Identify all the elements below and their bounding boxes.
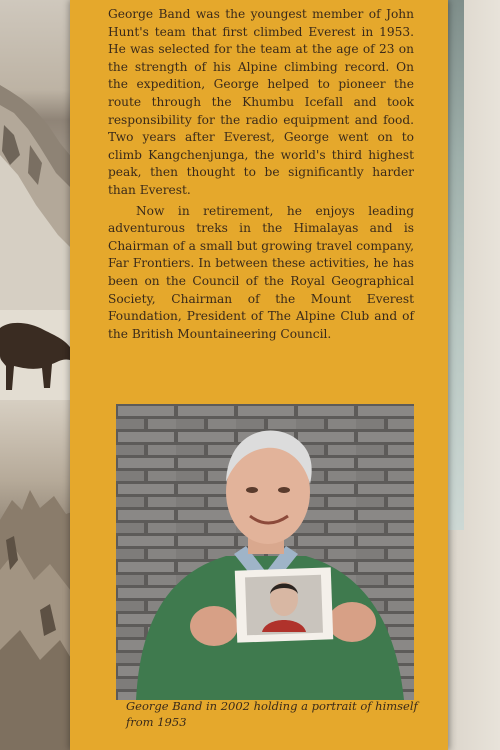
biography-paragraph-2: Now in retirement, he enjoys leading adventurous treks in the Himalayas and is Chairman of a small but growing travel company, Far Frontiers. In between these activities, he has been on the Council of the Royal Geographical Society, Chairman of the Mount Everest Foundation, President of The Alpine Club and of the British Mountaineering Council. [108,203,414,341]
photo-caption: George Band in 2002 holding a portrait of himself from 1953 [126,699,418,729]
background-photo-left [0,0,78,750]
yak-image [0,310,78,400]
rock-face-image [0,480,78,750]
portrait-photo-image [116,404,414,700]
biography-text [108,6,414,343]
biography-paragraph-1: George Band was the youngest member of John Hunt's team that first climbed Everest in 1953. He was selected for the team at the age of 23 on the strength of his Alpine climbing record. On the expedition, George helped to pioneer the route through the Khumbu Icefall and took responsibility for the radio equipment and food. Two years after Everest, George went on to climb Kangchenjunga, the world's third highest peak, then thought to be significantly harder than Everest. [108,7,414,197]
mountain-image [0,85,78,325]
background-poster-edge [446,0,464,530]
portrait-photo [116,404,414,700]
